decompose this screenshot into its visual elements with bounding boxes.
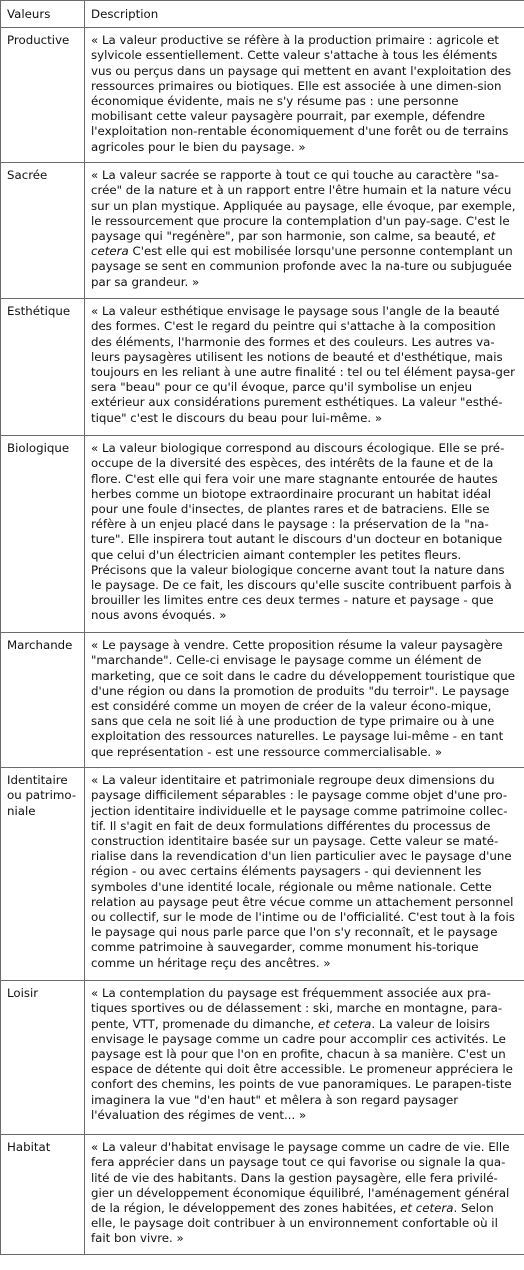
description-cell [85,633,524,768]
table-row [1,28,524,163]
table-row [1,163,524,299]
description-cell [85,436,524,633]
value-cell: Marchande [1,633,85,768]
description-cell [85,299,524,436]
column-header-description: Description [85,1,524,28]
table-row [1,981,524,1135]
description-cell [85,163,524,299]
value-cell: Esthétique [1,299,85,436]
column-header-values: Valeurs [1,1,85,28]
table-row [1,633,524,768]
value-cell: Identitaire ou patrimo-niale [1,768,85,981]
description-italic: et cetera [400,1201,454,1216]
value-cell: Loisir [1,981,85,1135]
description-text: « Le paysage à vendre. Cette proposition résume la valeur paysagère "marchande". Celle-ci envisage le paysage comme un élément de marketing, que ce soit dans le cadre du développement touristique que d'une région ou dans la promotion de produits "du terroir". Le paysage est considéré comme un moyen de créer de la valeur écono-mique, sans que cela ne soit lié à une production de type primaire ou à une exploitation des ressources naturelles. Le paysage lui-même - en tant que représentation - est une ressource commercialisable. » [91,638,515,759]
value-cell: Sacrée [1,163,85,299]
description-cell [85,28,524,163]
description-text: . Selon elle, le paysage doit contribuer à un environnement confortable où il fait bon vivre. » [91,1201,498,1246]
description-cell [85,1135,524,1254]
description-text: « La valeur sacrée se rapporte à tout ce qui touche au caractère "sa-crée" de la nature et à un rapport entre l'être humain et la nature vécu sur un plan mystique. Appliquée au paysage, elle évoque, par exemple, le ressourcement que procure la contemplation d'un pay-sage. C'est le paysage qui "regénère", par son harmonie, son calme, sa beauté, [91,168,516,244]
description-italic: et cetera [318,1016,372,1031]
description-text: « La contemplation du paysage est fréquemment associée aux pra-tiques sportives ou de délassement : ski, marche en montagne, para-pente, VTT, promenade du dimanche, [91,986,503,1031]
description-text: « La valeur productive se réfère à la production primaire : agricole et sylvicole essentiellement. Cette valeur s'attache à tous les éléments vus ou perçus dans un paysage qui mettent en avant l'exploitation des ressources primaires ou biotiques. Elle est associée à une dimen-sion économique évidente, mais ne s'y résume pas : une personne mobilisant cette valeur paysagère pourrait, par exemple, défendre l'exploitation non-rentable économiquement d'une forêt ou de terrains agricoles pour le bien du paysage. » [91,33,512,154]
table-header-row [1,1,524,28]
table-row [1,768,524,981]
description-text: « La valeur esthétique envisage le paysage sous l'angle de la beauté des formes. C'est le regard du peintre qui s'attache à la composition des éléments, l'harmonie des formes et des couleurs. Les autres va-leurs paysagères utilisent les notions de beauté et d'esthétique, mais toujours en les reliant à une autre finalité : tel ou tel élément paysa-ger sera "beau" pour ce qu'il évoque, parce qu'il symbolise un enjeu extérieur aux considérations purement esthétiques. La valeur "esthé-tique" c'est le discours du beau pour lui-même. » [91,304,515,425]
description-cell [85,768,524,981]
description-italic: et cetera [91,229,496,259]
description-text: . La valeur de loisirs envisage le paysage comme un cadre pour accomplir ces activités. Le paysage est là pour que l'on en profite, chacun à sa manière. C'est un espace de détente qui doit être accessible. Le promeneur appréciera le confort des chemins, les points de vue panoramiques. Le parapen-tiste imaginera la vue "d'en haut" et mêlera à son regard paysager l'évaluation des régimes de vent... » [91,1016,513,1122]
description-text: « La valeur d'habitat envisage le paysage comme un cadre de vie. Elle fera apprécier dans un paysage tout ce qui favorise ou signale la qua-lité de vie des habitants. Dans la gestion paysagère, elle fera privilé-gier un développement économique équilibré, l'aménagement général de la région, le développement des zones habitées, [91,1140,510,1216]
table-row [1,436,524,633]
description-text: C'est elle qui est mobilisée lorsqu'une personne contemplant un paysage se sent en communion profonde avec la na-ture ou subjuguée par sa grandeur. » [91,244,513,289]
table-row [1,299,524,436]
description-text: « La valeur biologique correspond au discours écologique. Elle se pré-occupe de la diversité des espèces, des intérêts de la faune et de la flore. C'est elle qui fera voir une mare stagnante entourée de hautes herbes comme un biotope extraordinaire procurant un habitat idéal pour une foule d'insectes, de plantes rares et de batraciens. Elle se réfère à un enjeu placé dans le paysage : la préservation de la "na-ture". Elle inspirera tout autant le discours d'un docteur en botanique que celui d'un électricien aimant contempler les petites fleurs. Précisons que la valeur biologique concerne avant tout la nature dans le paysage. De ce fait, les discours qu'elle suscite contribuent parfois à brouiller les limites entre ces deux termes - nature et paysage - que nous avons évoqués. » [91,441,512,623]
value-cell: Productive [1,28,85,163]
table-row [1,1135,524,1254]
description-text: « La valeur identitaire et patrimoniale regroupe deux dimensions du paysage difficilement séparables : le paysage comme objet d'une pro-jection identitaire individuelle et le paysage comme patrimoine collec-tif. Il s'agit en fait de deux formulations différentes du processus de construction identitaire basée sur un paysage. Cette valeur se maté-rialise dans la revendication d'un lien particulier avec le paysage d'une région - ou avec certains éléments paysagers - qui deviennent les symboles d'une identité locale, régionale ou même nationale. Cette relation au paysage peut être vécue comme un attachement personnel ou collectif, sur le mode de l'intime ou de l'officialité. C'est tout à la fois le paysage qui nous parle parce que l'on s'y reconnaît, et le paysage comme patrimoine à sauvegarder, comme monument his-torique comme un héritage reçu des ancêtres. » [91,773,515,970]
description-cell [85,981,524,1135]
value-cell: Biologique [1,436,85,633]
value-cell: Habitat [1,1135,85,1254]
